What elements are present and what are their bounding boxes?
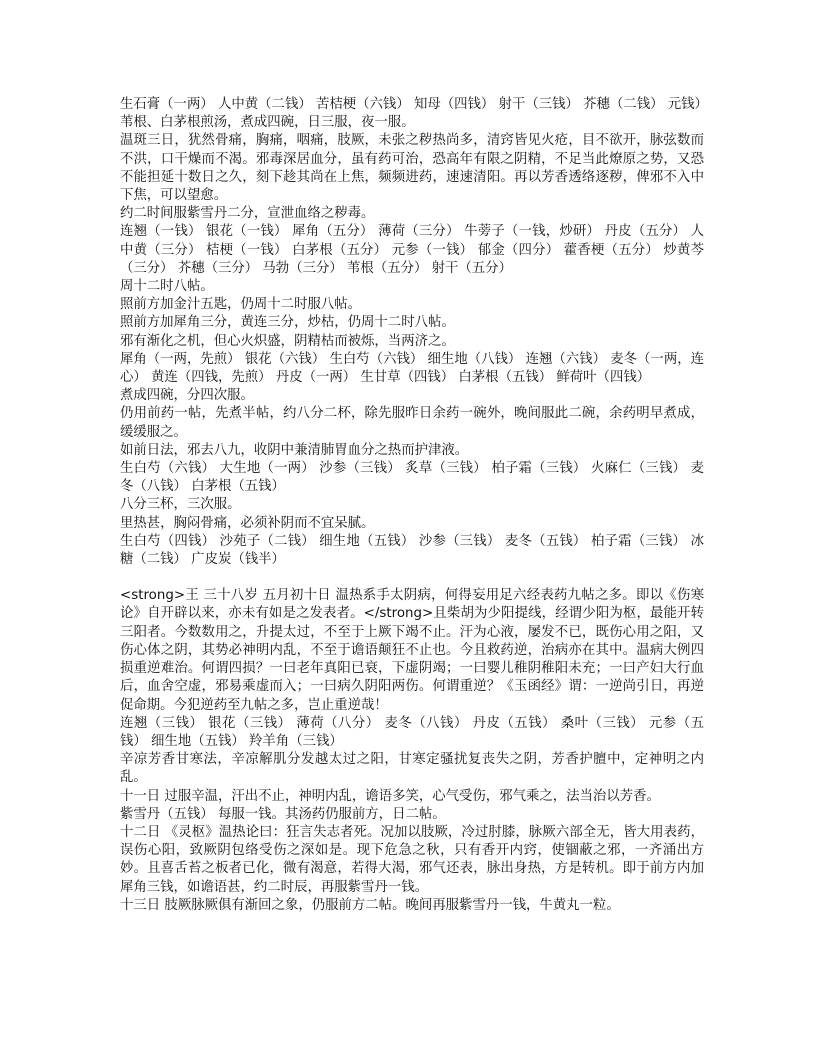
case-note: 里热甚，胸闷骨痛，必须补阴而不宜呆腻。 (120, 515, 375, 531)
case-note: 邪有渐化之机，但心火炽盛，阴精枯而被烁，当两济之。 (120, 333, 455, 349)
instruction-line: 约二时间服紫雪丹二分，宣泄血络之秽毒。 (120, 206, 375, 222)
prescription-line: 生白芍（四钱） 沙苑子（二钱） 细生地（五钱） 沙参（三钱） 麦冬（五钱） 柏子霜（三钱） 冰糖（二钱） 广皮炭（钱半） (120, 533, 704, 568)
paragraph-gap (120, 569, 704, 587)
case-note: 辛凉芳香甘寒法，辛凉解肌分发越太过之阳，甘寒定骚扰复丧失之阴，芳香护膻中，定神明之内乱。 (120, 752, 704, 786)
instruction-line: 照前方加犀角三分，黄连三分，炒枯，仍周十二时八帖。 (120, 315, 455, 331)
prescription-line: 生石膏（一两） 人中黄（二钱） 苦桔梗（六钱） 知母（四钱） 射干（三钱） 芥穗（二钱） 元钱） (120, 97, 708, 112)
instruction-line: 照前方加金汁五匙，仍周十二时服八帖。 (120, 297, 362, 313)
instruction-line: 仍用前药一帖，先煮半帖，约八分二杯，除先服昨日余药一碗外，晚间服此二碗，余药明早煮成，缓缓服之。 (120, 406, 704, 440)
document-page (120, 96, 708, 915)
instruction-line: 苇根、白茅根煎汤，煮成四碗，日三服，夜一服。 (120, 115, 415, 131)
case-note: 十一日 过服辛温，汗出不止，神明内乱，谵语多笑，心气受伤，邪气乘之，法当治以芳香。 (120, 788, 660, 804)
prescription-line: 连翘（三钱） 银花（三钱） 薄荷（八分） 麦冬（八钱） 丹皮（五钱） 桑叶（三钱） 元参（五钱） 细生地（五钱） 羚羊角（三钱） (120, 715, 704, 749)
instruction-line: 煮成四碗，分四次服。 (120, 388, 254, 404)
case-header: <strong>王 三十八岁 五月初十日 温热系手太阴病，何得妄用足六经表药九帖之多。即以《伤寒论》自开辟以来，亦未有如是之发表者。</strong>且柴胡为少阳提线，经谓少阳为枢，最能开转三阳者。今数数用之，升提太过，不至于上厥下竭不止。汗为心液，屡发不已，既伤心用之阳，又伤心体之阴，其势必神明内乱，不至于谵语颠狂不止也。今且救药逆，治病亦在其中。温病大例四损重逆难治。何谓四损？一曰老年真阳已衰，下虚阴竭；一曰婴儿稚阴稚阳未充；一曰产妇大行血后，血舍空虚，邪易乘虚而入；一曰病久阴阳两伤。何谓重逆？《玉函经》谓：一逆尚引日，再逆促命期。今犯逆药至九帖之多，岂止重逆哉！ (120, 588, 704, 713)
case-note: 十二日 《灵枢》温热论曰：狂言失志者死。况加以肢厥，冷过肘膝，脉厥六部全无，皆大用表药，误伤心阳，致厥阴包络受伤之深如是。现下危急之秋，只有香开内窍，使锢蔽之邪，一齐涌出方妙。且喜舌苔之板者已化，微有渴意，若得大渴，邪气还表，脉出身热，方是转机。即于前方内加犀角三钱，如谵语甚，约二时辰，再服紫雪丹一钱。 (120, 824, 704, 895)
case-note: 温斑三日，犹然骨痛，胸痛，咽痛，肢厥，未张之秽热尚多，清窍皆见火疮，目不欲开，脉弦数而不洪，口干燥而不渴。邪毒深居血分，虽有药可治，恐高年有限之阴精，不足当此燎原之势，又恐不能担延十数日之久，刻下趁其尚在上焦，频频进药，速速清阳。再以芳香透络逐秽，俾邪不入中下焦，可以望愈。 (120, 133, 704, 204)
instruction-line: 周十二时八帖。 (120, 279, 214, 295)
prescription-line: 连翘（一钱） 银花（一钱） 犀角（五分） 薄荷（三分） 牛蒡子（一钱，炒研） 丹皮（五分） 人中黄（三分） 桔梗（一钱） 白茅根（五分） 元参（一钱） 郁金（四分） 藿香梗（五分） 炒黄芩（三分） 芥穗（三分） 马勃（三分） 苇根（五分） 射干（五分） (120, 224, 704, 276)
prescription-line: 生白芍（六钱） 大生地（一两） 沙参（三钱） 炙草（三钱） 柏子霜（三钱） 火麻仁（三钱） 麦冬（八钱） 白茅根（五钱） (120, 461, 704, 495)
instruction-line: 八分三杯，三次服。 (120, 497, 241, 513)
case-note: 如前日法，邪去八九，收阴中兼清肺胃血分之热而护津液。 (120, 442, 469, 458)
instruction-line: 紫雪丹（五钱） 每服一钱。其汤药仍服前方，日二帖。 (120, 806, 446, 822)
prescription-line: 犀角（一两，先煎） 银花（六钱） 生白芍（六钱） 细生地（八钱） 连翘（六钱） 麦冬（一两，连心） 黄连（四钱，先煎） 丹皮（一两） 生甘草（四钱） 白茅根（五钱） 鲜荷叶（四钱） (120, 351, 704, 386)
case-note: 十三日 肢厥脉厥俱有渐回之象，仍服前方二帖。晚间再服紫雪丹一钱，牛黄丸一粒。 (120, 897, 620, 913)
